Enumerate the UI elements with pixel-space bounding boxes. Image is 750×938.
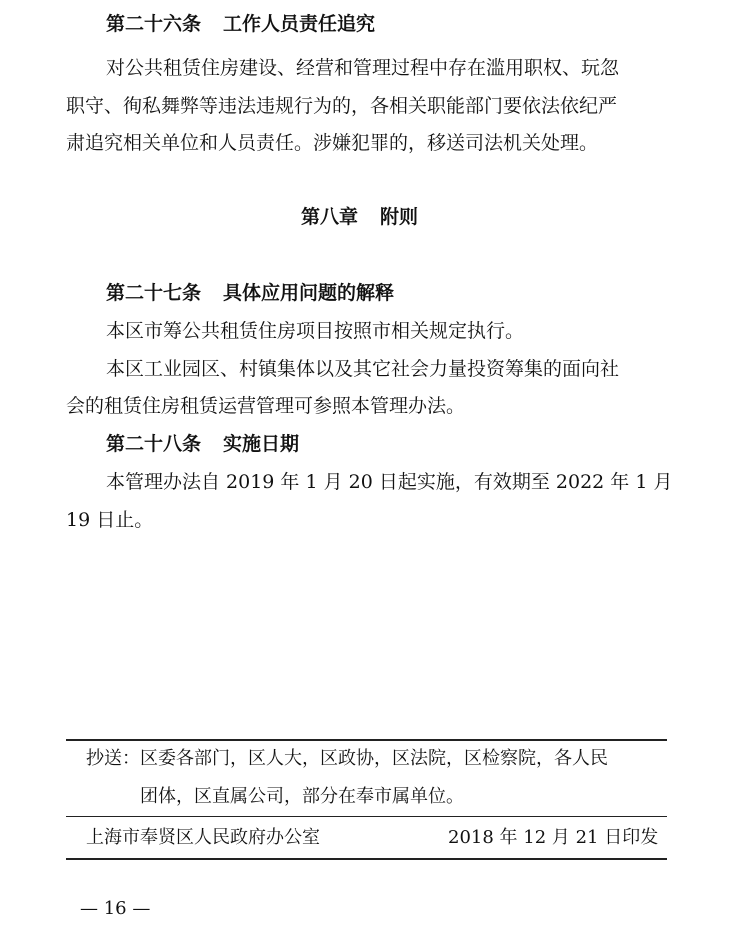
chapter-heading [301, 205, 418, 229]
cc-line [86, 747, 608, 771]
footer-bottom-rule [66, 858, 667, 860]
article-title: 具体应用问题的解释 [223, 282, 395, 304]
cc-recipients: 区委各部门，区人大，区政协，区法院，区检察院，各人民 [140, 748, 608, 769]
article-number: 第二十六条 [106, 13, 202, 35]
chapter-title: 附则 [380, 206, 419, 228]
page-number: — 16 — [80, 898, 151, 919]
article-28-heading [106, 432, 299, 456]
paragraph-line: 肃追究相关单位和人员责任。涉嫌犯罪的，移送司法机关处理。 [66, 132, 599, 154]
article-number: 第二十八条 [106, 433, 202, 455]
paragraph-line: 本区市筹公共租赁住房项目按照市相关规定执行。 [106, 320, 525, 342]
paragraph-line: 会的租赁住房租赁运营管理可参照本管理办法。 [66, 395, 466, 417]
article-title: 实施日期 [223, 433, 300, 455]
article-number: 第二十七条 [106, 282, 202, 304]
chapter-number: 第八章 [301, 206, 359, 228]
paragraph-line: 19 日止。 [66, 509, 154, 531]
paragraph-line: 本管理办法自 2019 年 1 月 20 日起实施，有效期至 2022 年 1 月 [106, 471, 673, 493]
paragraph-line: 职守、徇私舞弊等违法违规行为的，各相关职能部门要依法依纪严 [66, 95, 618, 117]
article-title: 工作人员责任追究 [223, 13, 376, 35]
article-26-heading [106, 12, 375, 36]
paragraph-line: 本区工业园区、村镇集体以及其它社会力量投资筹集的面向社 [106, 358, 620, 380]
paragraph-line: 对公共租赁住房建设、经营和管理过程中存在滥用职权、玩忽 [106, 57, 620, 79]
cc-line-continued: 团体，区直属公司，部分在奉市属单位。 [140, 786, 464, 807]
footer-top-rule [66, 739, 667, 741]
issue-date: 2018 年 12 月 21 日印发 [448, 827, 659, 848]
cc-label: 抄送： [86, 748, 140, 769]
article-27-heading [106, 281, 394, 305]
issuing-office: 上海市奉贤区人民政府办公室 [86, 827, 320, 848]
footer-middle-rule [66, 816, 667, 817]
